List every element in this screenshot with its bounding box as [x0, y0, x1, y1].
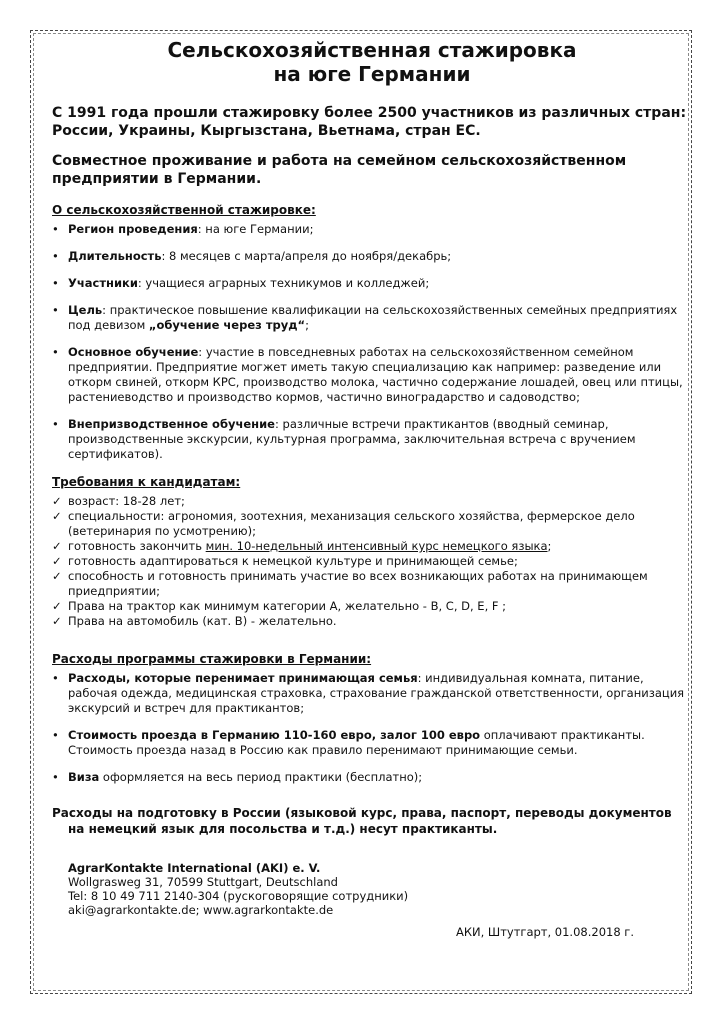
list-item	[52, 417, 692, 462]
list-item	[52, 222, 692, 237]
bullet-icon: •	[52, 222, 59, 236]
item-text: специальности: агрономия, зоотехния, механизация сельского хозяйства, фермерское дело (ветеринария по усмотрению);	[68, 509, 635, 538]
item-text: : различные встречи практикантов (вводный семинар, производственные экскурсии, культурная программа, заключительная встреча с вручением сертификатов).	[68, 417, 636, 461]
item-text: Права на трактор как минимум категории A, желательно - B, C, D, E, F ;	[68, 599, 507, 613]
list-item	[52, 569, 692, 599]
item-label: Длительность	[68, 249, 162, 263]
note-line-1: Расходы на подготовку в России (языковой курс, права, паспорт, переводы документов	[52, 806, 672, 820]
item-text: готовность закончить	[68, 539, 206, 553]
check-icon: ✓	[52, 599, 62, 613]
list-item	[52, 303, 692, 333]
about-list	[52, 222, 692, 462]
list-item	[52, 554, 692, 569]
title-line-2: на юге Германии	[273, 62, 471, 86]
item-text: : участие в повседневных работах на сельскохозяйственном семейном предприятии. Предприятие могжет иметь такую специализацию как например: разведение или откорм свиней, откорм КРС, производство молока, частично содержание лошадей, овец или птицы, растениеводство и производство кормов, частично виноградарство и садоводство;	[68, 345, 683, 404]
item-label: Участники	[68, 276, 138, 290]
item-text: готовность адаптироваться к немецкой культуре и принимающей семье;	[68, 554, 518, 568]
item-text: оплачивают практиканты. Стоимость проезда назад в Россию как правило перенимают принимающие семьи.	[68, 728, 645, 757]
list-item	[52, 770, 692, 785]
list-item	[52, 494, 692, 509]
item-text: оформляется на весь период практики (бесплатно);	[99, 770, 423, 784]
motto: „обучение через труд“	[148, 318, 306, 332]
list-item	[52, 249, 692, 264]
signature-date: АКИ, Штутгарт, 01.08.2018 г.	[455, 925, 634, 939]
bullet-icon: •	[52, 303, 59, 317]
lead-paragraph-2: Совместное проживание и работа на семейном сельскохозяйственном предприятии в Германии.	[52, 153, 627, 187]
item-text: способность и готовность принимать участие во всех возникающих работах на принимающем приедприятии;	[68, 569, 648, 598]
check-icon: ✓	[52, 539, 62, 553]
item-label: Основное обучение	[68, 345, 199, 359]
item-text: : 8 месяцев с марта/апреля до ноября/декабрь;	[161, 249, 452, 263]
section-costs-title: Расходы программы стажировки в Германии:	[52, 652, 372, 666]
list-item	[52, 671, 692, 716]
item-tail: ;	[547, 539, 552, 553]
item-label: Регион проведения	[68, 222, 198, 236]
bullet-icon: •	[52, 276, 59, 290]
item-label: Внепризводственное обучение	[68, 417, 275, 431]
document-body	[52, 38, 692, 939]
list-item	[52, 599, 692, 614]
item-text: : на юге Германии;	[197, 222, 314, 236]
item-tail: ;	[305, 318, 309, 332]
costs-list	[52, 671, 692, 785]
organization-contacts	[52, 861, 692, 917]
page-title	[52, 38, 692, 86]
check-icon: ✓	[52, 569, 62, 583]
check-icon: ✓	[52, 494, 62, 508]
item-text: : практическое повышение квалификации на сельскохозяйственных семейных предприятиях под девизом	[68, 303, 678, 332]
item-label: Виза	[68, 770, 100, 784]
course-link[interactable]: мин. 10-недельный интенсивный курс немецкого языка	[205, 539, 548, 553]
item-text: : индивидуальная комната, питание, рабочая одежда, медицинская страховка, страхование гражданской ответственности, организация экскурсий и встреч для практикантов;	[68, 671, 685, 715]
list-item	[52, 614, 692, 629]
item-label: Расходы, которые перенимает принимающая семья	[68, 671, 418, 685]
item-label: Стоимость проезда в Германию 110-160 евро, залог 100 евро	[68, 728, 481, 742]
bullet-icon: •	[52, 345, 59, 359]
lead-paragraph-1: С 1991 года прошли стажировку более 2500 участников из различных стран: России, Украины, Кыргызстана, Вьетнама, стран ЕС.	[52, 105, 687, 139]
check-icon: ✓	[52, 509, 62, 523]
section-requirements-title: Требования к кандидатам:	[52, 475, 241, 489]
list-item	[52, 509, 692, 539]
list-item	[52, 728, 692, 758]
section-about-title: О сельскохозяйственной стажировке:	[52, 203, 316, 217]
check-icon: ✓	[52, 614, 62, 628]
note-line-2: на немецкий язык для посольства и т.д.) несут практиканты.	[68, 822, 498, 836]
item-label: Цель	[68, 303, 103, 317]
item-text: : учащиеся аграрных техникумов и колледжей;	[137, 276, 430, 290]
requirements-list	[52, 494, 692, 629]
bullet-icon: •	[52, 728, 59, 742]
check-icon: ✓	[52, 554, 62, 568]
title-line-1: Сельскохозяйственная стажировка	[167, 38, 577, 62]
list-item	[52, 539, 692, 554]
org-contact: aki@agrarkontakte.de; www.agrarkontakte.de	[68, 903, 334, 917]
bullet-icon: •	[52, 417, 59, 431]
bullet-icon: •	[52, 249, 59, 263]
org-name: AgrarKontakte International (AKI) e. V.	[68, 861, 321, 875]
item-text: возраст: 18-28 лет;	[68, 494, 185, 508]
item-text: Права на автомобиль (кат. B) - желательно.	[68, 614, 337, 628]
bullet-icon: •	[52, 770, 59, 784]
list-item	[52, 345, 692, 405]
bullet-icon: •	[52, 671, 59, 685]
org-phone: Tel: 8 10 49 711 2140-304 (рускоговорящие сотрудники)	[68, 889, 409, 903]
org-address: Wollgrasweg 31, 70599 Stuttgart, Deutschland	[68, 875, 338, 889]
list-item	[52, 276, 692, 291]
preparation-costs-note	[52, 805, 692, 837]
